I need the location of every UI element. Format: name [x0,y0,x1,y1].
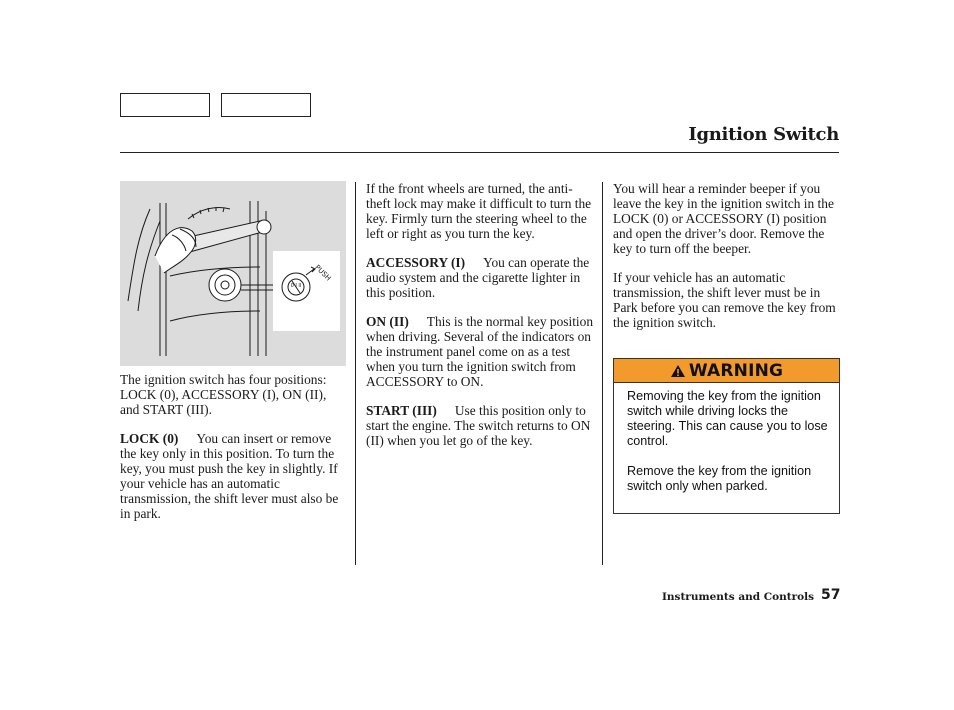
column-2 [366,181,594,462]
beeper-paragraph: You will hear a reminder beeper if you leave the key in the ignition switch in the LOCK (0) or ACCESSORY (I) position and open the driver’s door. Remove the key to turn off the beeper. [613,181,834,256]
header-rule [120,152,839,153]
intro-paragraph: The ignition switch has four positions: LOCK (0), ACCESSORY (I), ON (II), and START (III). [120,372,327,417]
start-paragraph [366,403,594,448]
start-heading: START (III) [366,403,437,418]
ignition-switch-drawing [120,181,346,366]
on-paragraph [366,314,594,389]
lock-paragraph [120,431,348,521]
park-paragraph: If your vehicle has an automatic transmission, the shift lever must be in Park before you can remove the key from the ignition switch. [613,270,836,330]
push-label: PUSH [313,263,333,283]
accessory-heading: ACCESSORY (I) [366,255,466,270]
column-3 [613,181,839,344]
warning-triangle-icon [670,364,686,378]
start-text: Use this position only to start the engine. The switch returns to ON (II) when you let go of the key. [366,403,591,448]
accessory-text: You can operate the audio system and the cigarette lighter in this position. [366,255,590,300]
lock-heading: LOCK (0) [120,431,179,446]
on-heading: ON (II) [366,314,409,329]
ignition-illustration [120,181,346,366]
page-title: Ignition Switch [688,124,839,145]
warning-text-2: Remove the key from the ignition switch only when parked. [627,464,812,493]
warning-body [614,383,839,494]
lock-text: You can insert or remove the key only in this position. To turn the key, you must push the key in slightly. If your vehicle has an automatic transmission, the shift lever must also be in park. [120,431,339,521]
warning-heading: WARNING [688,360,784,381]
column-divider-1 [355,182,356,565]
column-1 [120,372,348,535]
on-text: This is the normal key position when driving. Several of the indicators on the instrument panel come on as a test when you turn the ignition switch from ACCESSORY to ON. [366,314,594,389]
warning-header [614,359,839,383]
column-divider-2 [602,182,603,565]
accessory-paragraph [366,255,594,300]
nav-box-right[interactable] [221,93,311,117]
wheels-paragraph: If the front wheels are turned, the anti-theft lock may make it difficult to turn the key. Firmly turn the steering wheel to the left or right as you turn the key. [366,181,592,241]
warning-box [613,358,840,514]
svg-text:0 I II: 0 I II [290,283,302,289]
page-number: 57 [821,587,841,603]
nav-box-left[interactable] [120,93,210,117]
footer-section-label: Instruments and Controls [662,591,815,603]
warning-text-1: Removing the key from the ignition switch while driving locks the steering. This can cause you to lose control. [627,389,828,448]
